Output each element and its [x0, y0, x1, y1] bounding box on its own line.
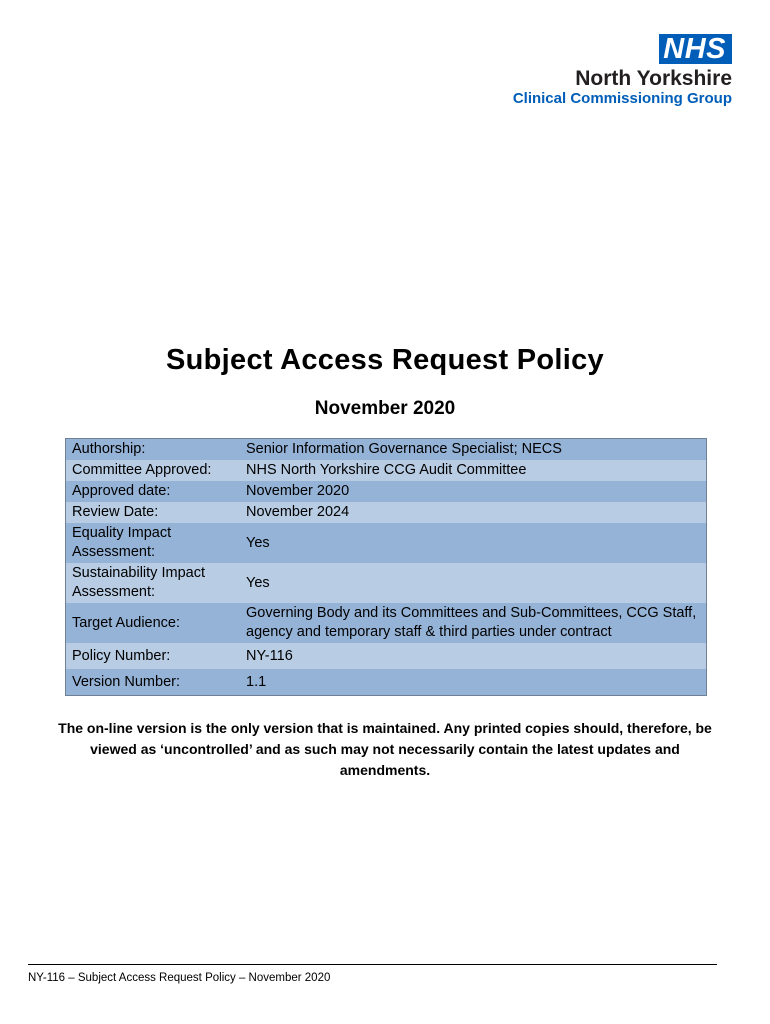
row-label: Review Date: — [72, 504, 159, 520]
table-row — [66, 669, 707, 696]
row-label: Sustainability Impact Assessment: — [72, 565, 205, 600]
row-label: Target Audience: — [72, 614, 181, 631]
version-notice: The on-line version is the only version that is maintained. Any printed copies should, therefore, be viewed as ‘uncontrolled’ and as such may not necessarily contain the latest updates and amendments. — [58, 720, 712, 778]
page-footer: NY-116 – Subject Access Request Policy – November 2020 — [28, 972, 331, 984]
row-label: Committee Approved: — [72, 462, 212, 478]
page-title: Subject Access Request Policy — [166, 344, 604, 376]
row-value: Yes — [246, 534, 270, 551]
document-metadata-table — [65, 438, 707, 696]
row-label: Equality Impact Assessment: — [72, 525, 172, 560]
table-row — [66, 603, 707, 643]
row-value: November 2024 — [246, 504, 350, 520]
document-date: November 2020 — [314, 398, 456, 419]
row-label: Policy Number: — [72, 647, 171, 664]
table-row — [66, 460, 707, 481]
table-row — [66, 563, 707, 603]
table-row — [66, 439, 707, 461]
org-name: North Yorkshire — [575, 67, 732, 90]
table-row — [66, 481, 707, 502]
table-row — [66, 643, 707, 669]
row-label: Version Number: — [72, 673, 180, 690]
org-subtitle: Clinical Commissioning Group — [512, 90, 732, 107]
row-label: Authorship: — [72, 441, 146, 457]
nhs-badge: NHS — [659, 34, 732, 64]
row-label: Approved date: — [72, 483, 171, 499]
row-value: NHS North Yorkshire CCG Audit Committee — [246, 462, 527, 478]
nhs-logo — [513, 34, 732, 108]
footer-divider — [28, 964, 717, 965]
row-value: NY-116 — [246, 647, 293, 664]
row-value: Yes — [246, 574, 270, 591]
table-row — [66, 502, 707, 523]
row-value: Governing Body and its Committees and Sub-Committees, CCG Staff, agency and temporary staff & third parties under contract — [246, 605, 697, 640]
row-value: 1.1 — [246, 673, 267, 690]
row-value: Senior Information Governance Specialist; NECS — [246, 441, 562, 457]
table-row — [66, 523, 707, 563]
row-value: November 2020 — [246, 483, 350, 499]
